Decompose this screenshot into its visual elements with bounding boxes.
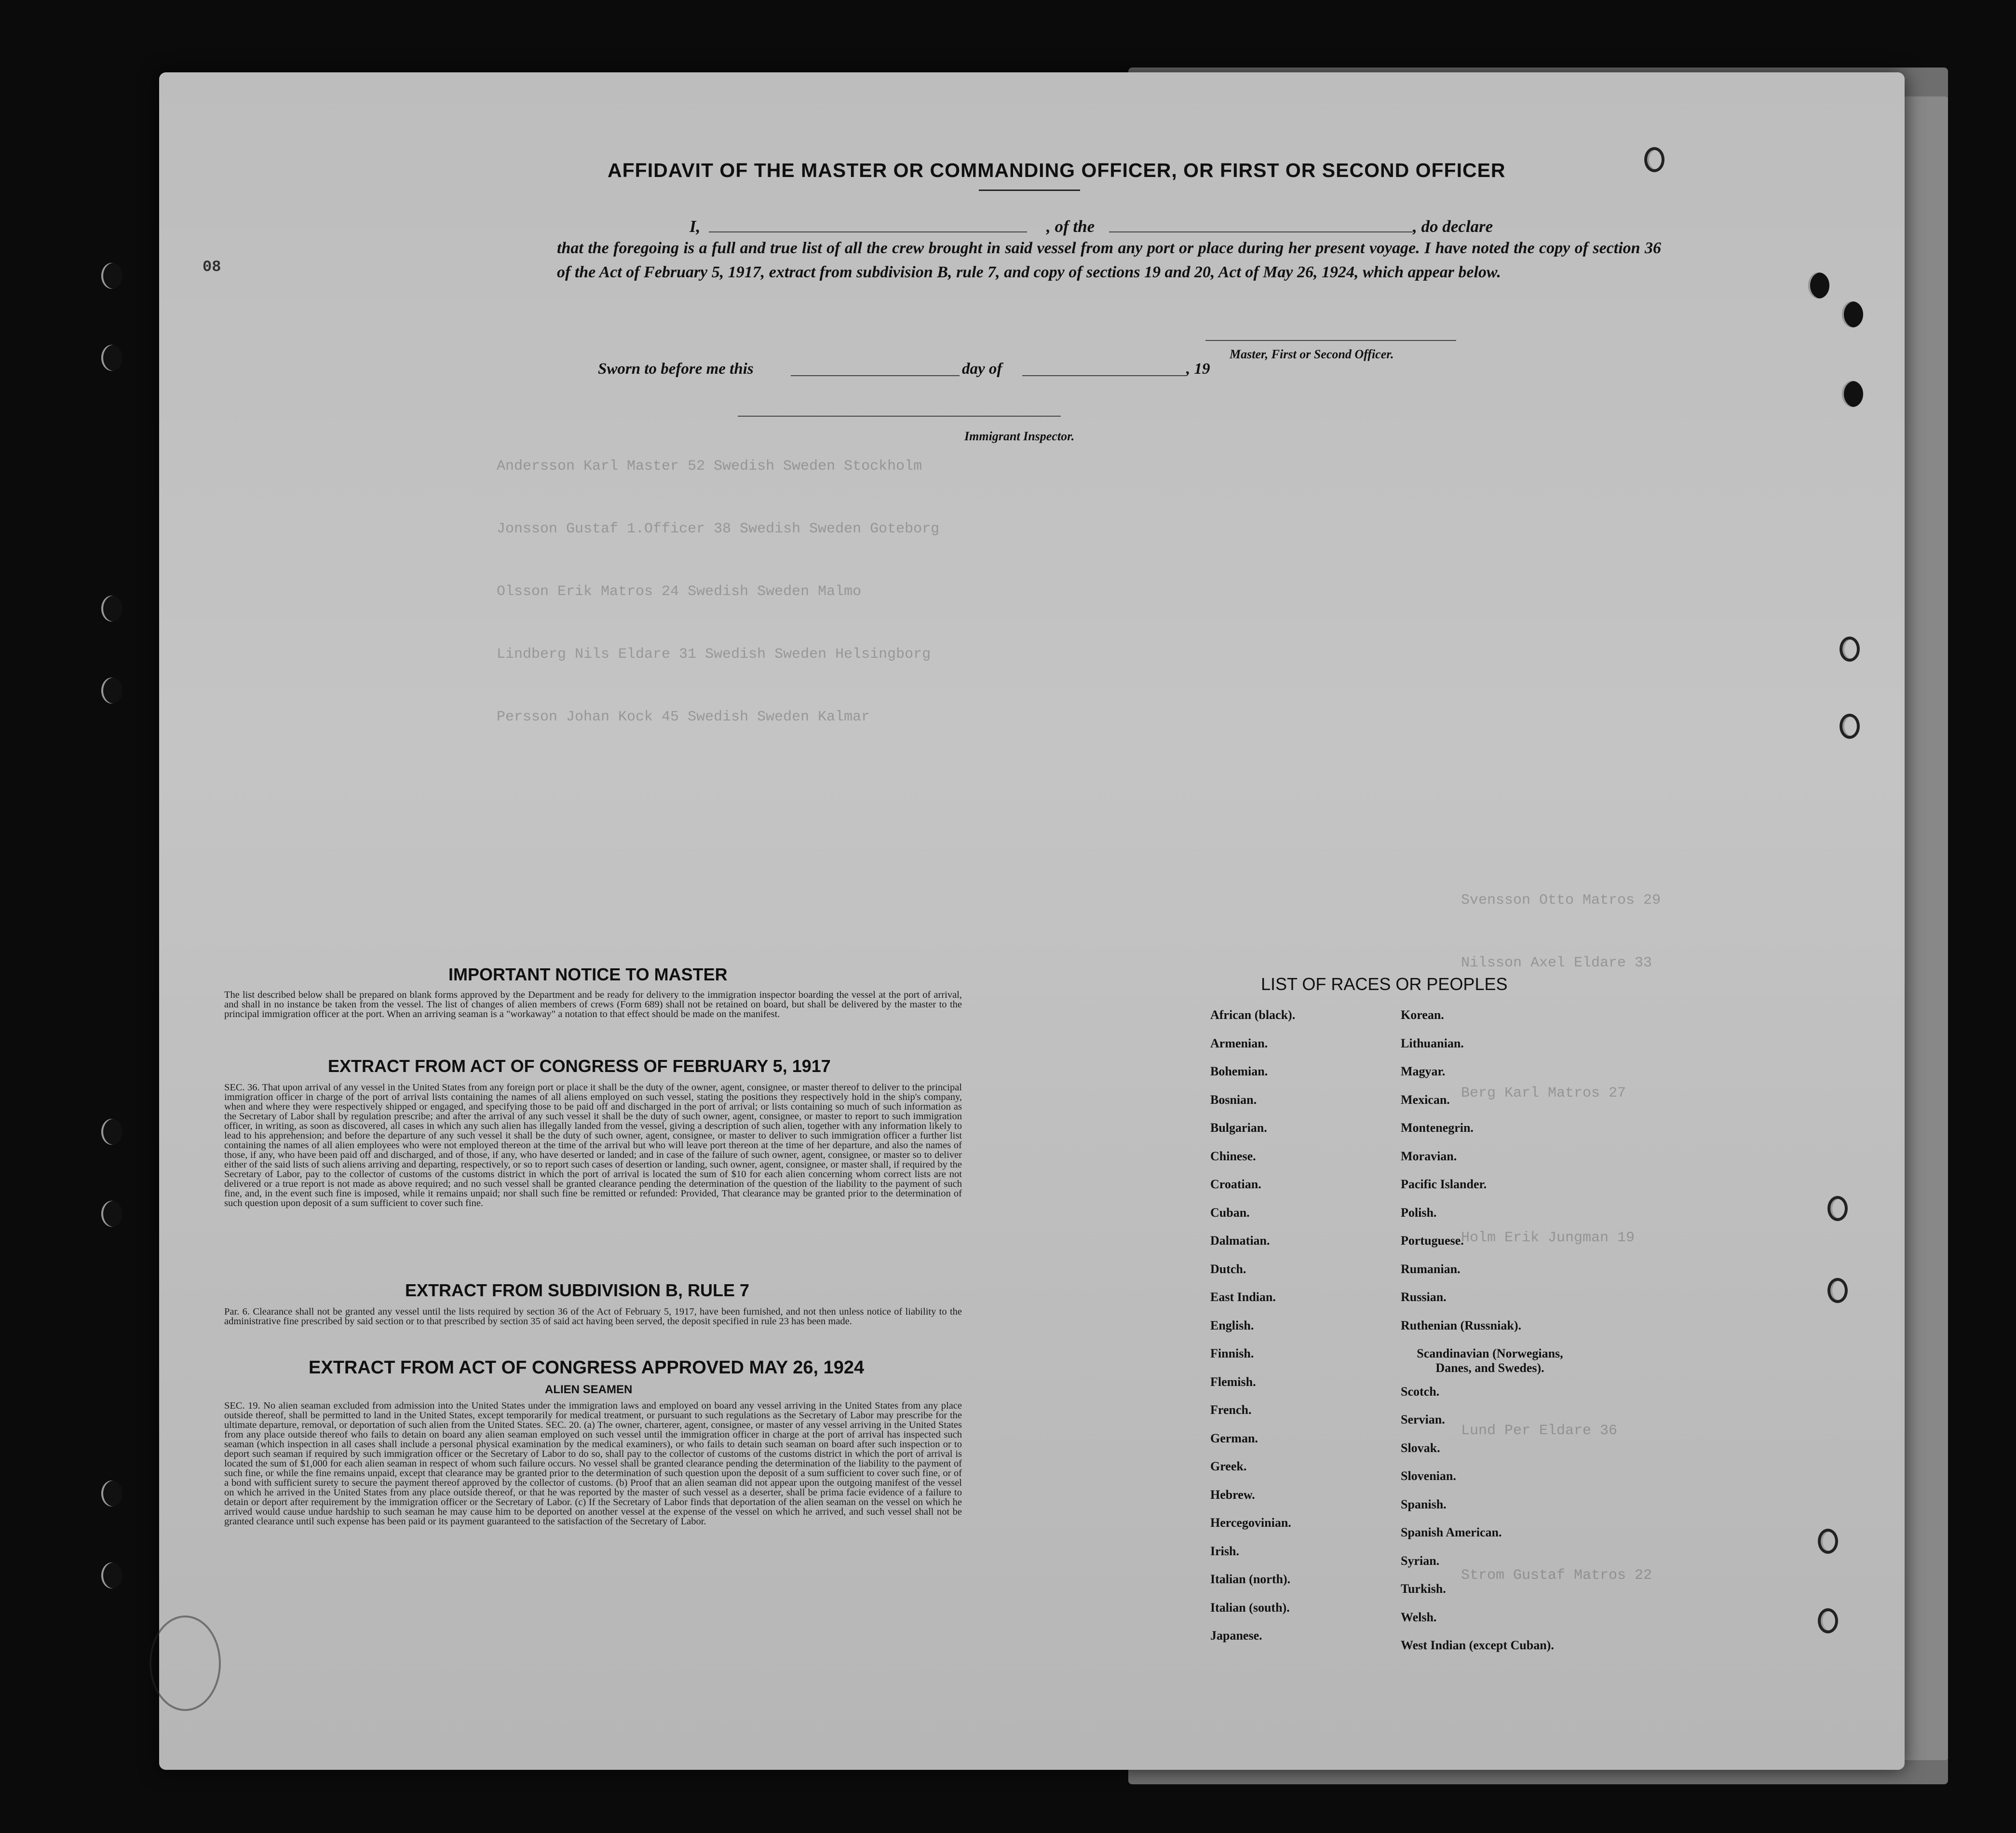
punch-hole <box>101 345 122 371</box>
race-item: Cuban. <box>1210 1205 1250 1220</box>
stamp-mark <box>149 1616 221 1711</box>
master-signature-line[interactable] <box>1205 340 1456 341</box>
race-item: Bosnian. <box>1210 1092 1257 1107</box>
race-item: Scotch. <box>1401 1384 1440 1399</box>
bleed-through-text: Svensson Otto Matros 29 <box>1461 892 1661 909</box>
race-item: Italian (south). <box>1210 1600 1290 1615</box>
race-item: Slovak. <box>1401 1440 1440 1455</box>
punch-hole <box>1808 272 1829 299</box>
race-item: Hebrew. <box>1210 1487 1255 1502</box>
race-item: West Indian (except Cuban). <box>1401 1638 1554 1652</box>
punch-hole <box>1840 714 1860 739</box>
race-item: Finnish. <box>1210 1346 1254 1360</box>
race-item: Italian (north). <box>1210 1572 1291 1586</box>
punch-hole <box>101 1562 122 1589</box>
race-item: Slovenian. <box>1401 1469 1456 1483</box>
punch-hole <box>1827 1196 1848 1221</box>
race-item: Irish. <box>1210 1544 1239 1558</box>
race-item: Greek. <box>1210 1459 1247 1473</box>
extract-1917-title: EXTRACT FROM ACT OF CONGRESS OF FEBRUARY 5, 1917 <box>328 1056 831 1076</box>
race-item: Ruthenian (Russniak). <box>1401 1318 1521 1332</box>
race-item: Montenegrin. <box>1401 1121 1474 1135</box>
affidavit-title: AFFIDAVIT OF THE MASTER OR COMMANDING OFFICER, OR FIRST OR SECOND OFFICER <box>608 159 1506 181</box>
year-label: , 19 <box>1186 360 1210 378</box>
document-page <box>159 72 1905 1770</box>
race-item: Armenian. <box>1210 1036 1268 1050</box>
punch-hole <box>1644 147 1664 172</box>
punch-hole <box>101 263 122 289</box>
race-item: Magyar. <box>1401 1064 1446 1078</box>
extract-rule7-title: EXTRACT FROM SUBDIVISION B, RULE 7 <box>405 1280 750 1300</box>
race-item: Chinese. <box>1210 1149 1256 1163</box>
bleed-through-text: Andersson Karl Master 52 Swedish Sweden Stockholm <box>497 458 922 475</box>
master-label: Master, First or Second Officer. <box>1230 347 1394 361</box>
race-item: Polish. <box>1401 1205 1437 1220</box>
punch-hole <box>1827 1278 1848 1303</box>
punch-hole <box>101 596 122 622</box>
punch-hole <box>1842 301 1863 327</box>
affidavit-declaration: that the foregoing is a full and true list of all the crew brought in said vessel from any port or place during her present voyage. I have noted the copy of section 36 of the Act of February 5, 1917, extract from subdivision B, rule 7, and copy of sections 19 and 20, Act of May 26, 1924, which appear below. <box>557 239 1661 281</box>
race-item: Welsh. <box>1401 1610 1437 1624</box>
name-line[interactable] <box>709 231 1027 232</box>
punch-hole <box>1818 1608 1838 1633</box>
inspector-signature-line[interactable] <box>738 416 1061 417</box>
race-item: Pacific Islander. <box>1401 1177 1487 1191</box>
bleed-through-text: Olsson Erik Matros 24 Swedish Sweden Malmo <box>497 584 862 600</box>
bleed-through-text: Jonsson Gustaf 1.Officer 38 Swedish Sweden Goteborg <box>497 521 940 537</box>
race-item: Spanish. <box>1401 1497 1447 1511</box>
race-item: Spanish American. <box>1401 1525 1502 1539</box>
race-item: Scandinavian (Norwegians, Danes, and Swedes). <box>1417 1346 1563 1375</box>
bleed-through-text: Holm Erik Jungman 19 <box>1461 1230 1635 1246</box>
race-item: Servian. <box>1401 1412 1445 1426</box>
extract-rule7-text: Par. 6. Clearance shall not be granted any vessel until the lists required by section 36 of the Act of February 5, 1917, have been furnished, and not then unless notice of liability to the administrative fine prescribed by said section or to that prescribed by section 35 of said act having been served, the deposit specified in rule 23 has been made. <box>224 1306 962 1327</box>
vessel-line[interactable] <box>1109 231 1413 232</box>
race-item: Portuguese. <box>1401 1234 1464 1248</box>
sworn-month-line[interactable] <box>1022 375 1186 376</box>
punch-hole <box>1840 637 1860 662</box>
race-item: Hercegovinian. <box>1210 1516 1291 1530</box>
race-item: Mexican. <box>1401 1092 1450 1107</box>
affidavit-of-the: , of the <box>1046 217 1095 236</box>
affidavit-i-label: I, <box>690 217 701 236</box>
race-item: Japanese. <box>1210 1629 1262 1643</box>
race-item: East Indian. <box>1210 1290 1276 1304</box>
race-item: Flemish. <box>1210 1374 1256 1389</box>
bleed-through-text: Persson Johan Kock 45 Swedish Sweden Kalmar <box>497 709 870 725</box>
race-item: Dalmatian. <box>1210 1234 1270 1248</box>
bleed-through-text: Lindberg Nils Eldare 31 Swedish Sweden Helsingborg <box>497 646 931 663</box>
notice-text: The list described below shall be prepared on blank forms approved by the Department and be ready for delivery to the immigration inspector boarding the vessel at the port of arrival, and shall in no instance be taken from the vessel. The list of changes of alien members of crews (Form 689) shall not be retained on board, but shall be delivered by the master to the principal immigration officer at the port. When an arriving seaman is a "workaway" a notation to that effect should be made on the manifest. <box>224 990 962 1019</box>
race-item: Korean. <box>1401 1008 1444 1022</box>
extract-1924-subtitle: ALIEN SEAMEN <box>545 1383 633 1396</box>
notice-title: IMPORTANT NOTICE TO MASTER <box>448 964 728 984</box>
race-item: Croatian. <box>1210 1177 1261 1191</box>
races-title: LIST OF RACES OR PEOPLES <box>1261 974 1508 994</box>
punch-hole <box>1842 381 1863 407</box>
punch-hole <box>1818 1529 1838 1554</box>
race-item: Rumanian. <box>1401 1262 1461 1276</box>
race-item: Turkish. <box>1401 1582 1446 1596</box>
punch-hole <box>101 1201 122 1227</box>
bleed-through-text: Nilsson Axel Eldare 33 <box>1461 955 1652 971</box>
punch-hole <box>101 678 122 704</box>
punch-hole <box>101 1480 122 1507</box>
race-item: Moravian. <box>1401 1149 1457 1163</box>
race-item: Bohemian. <box>1210 1064 1268 1078</box>
margin-mark: 08 <box>203 258 221 276</box>
race-item: African (black). <box>1210 1008 1296 1022</box>
title-rule <box>979 190 1080 191</box>
race-item: English. <box>1210 1318 1254 1332</box>
affidavit-do-declare: , do declare <box>1413 217 1493 236</box>
sworn-label: Sworn to before me this <box>598 360 754 378</box>
bleed-through-text: Lund Per Eldare 36 <box>1461 1423 1618 1439</box>
race-item: Dutch. <box>1210 1262 1246 1276</box>
race-item: Bulgarian. <box>1210 1121 1267 1135</box>
extract-1917-text: SEC. 36. That upon arrival of any vessel in the United States from any foreign port or place it shall be the duty of the owner, agent, consignee, or master thereof to deliver to the principal immigration officer in charge of the port of arrival lists containing the names of all aliens employed on such vessel, stating the positions they respectively hold in the ship's company, when and where they were respectively shipped or engaged, and specifying those to be paid off and discharged in the port of arrival; or lists containing so much of such information as the Secretary of Labor shall by regulation prescribe; and after the arrival of any such vessel it shall be the duty of such owner, agent, consignee, or master to report to such immigration officer, in writing, as soon as discovered, all cases in which any such alien has illegally landed from the vessel, giving a description of such alien, together with any information likely to lead to his apprehension; and before the departure of any such vessel it shall be the duty of such owner, agent, consignee, or master to deliver to such immigration officer a further list containing the names of all alien employees who were not employed thereon at the time of the arrival but who will leave port thereon at the time of her departure, and also the names of those, if any, who have been paid off and discharged, and of those, if any, who have deserted or landed; and in case of the failure of such owner, agent, consignee, or master so to deliver either of the said lists of such aliens arriving and departing, respectively, or so to report such cases of desertion or landing, such owner, agent, consignee, or master shall, if required by the Secretary of Labor, pay to the collector of customs of the customs district in which the port of arrival is located the sum of $10 for each alien concerning whom correct lists are not delivered or a true report is not made as above required; and no such vessel shall be granted clearance pending the determination of the question of the liability to the payment of such fine, and, in the event such fine is imposed, while it remains unpaid; nor shall such fine be remitted or refunded: Provided, That clearance may be granted prior to the determination of such question upon deposit of a sum sufficient to cover such fine. <box>224 1082 962 1208</box>
race-item: Lithuanian. <box>1401 1036 1464 1050</box>
punch-hole <box>101 1119 122 1145</box>
sworn-day-line[interactable] <box>791 375 960 376</box>
bleed-through-text: Berg Karl Matros 27 <box>1461 1085 1626 1101</box>
day-of-label: day of <box>962 360 1002 378</box>
extract-1924-text: SEC. 19. No alien seaman excluded from admission into the United States under the immigration laws and employed on board any vessel arriving in the United States from any place outside thereof, shall be permitted to land in the United States, except temporarily for medical treatment, or pursuant to such regulations as the Secretary of Labor may prescribe for the ultimate departure, removal, or deportation of such alien from the United States. SEC. 20. (a) The owner, charterer, agent, consignee, or master of any vessel arriving in the United States from any place outside thereof who fails to detain on board any alien seaman employed on such vessel until the immigration officer in charge at the port of arrival has inspected such seaman (which inspection in all cases shall include a personal physical examination by the medical examiners), or who fails to detain such seaman on board after such inspection or to deport such seaman if required by such immigration officer or the Secretary of Labor to do so, shall pay to the collector of customs of the customs district in which the port of arrival is located the sum of $1,000 for each alien seaman in respect of whom such failure occurs. No vessel shall be granted clearance pending the determination of the liability to the payment of such fine, or while the fine remains unpaid, except that clearance may be granted prior to the determination of such question upon the deposit of a sum sufficient to cover such fine, or of a bond with sufficient surety to secure the payment thereof approved by the collector of customs. (b) Proof that an alien seaman did not appear upon the outgoing manifest of the vessel on which he arrived in the United States from any place outside thereof, or that he was reported by the master of such vessel as a deserter, shall be prima facie evidence of a failure to detain or deport after requirement by the immigration officer or the Secretary of Labor. (c) If the Secretary of Labor finds that deportation of the alien seaman on the vessel on which he arrived would cause undue hardship to such seaman he may cause him to be deported on another vessel at the expense of the vessel on which he arrived, and such vessel shall not be granted clearance until such expense has been paid or its payment guaranteed to the satisfaction of the Secretary of Labor. <box>224 1400 962 1527</box>
race-item: French. <box>1210 1403 1252 1417</box>
extract-1924-title: EXTRACT FROM ACT OF CONGRESS APPROVED MAY 26, 1924 <box>309 1358 865 1378</box>
race-item: Russian. <box>1401 1290 1447 1304</box>
race-item: German. <box>1210 1431 1258 1445</box>
race-item: Syrian. <box>1401 1553 1440 1568</box>
inspector-label: Immigrant Inspector. <box>964 429 1075 443</box>
bleed-through-text: Strom Gustaf Matros 22 <box>1461 1567 1652 1584</box>
